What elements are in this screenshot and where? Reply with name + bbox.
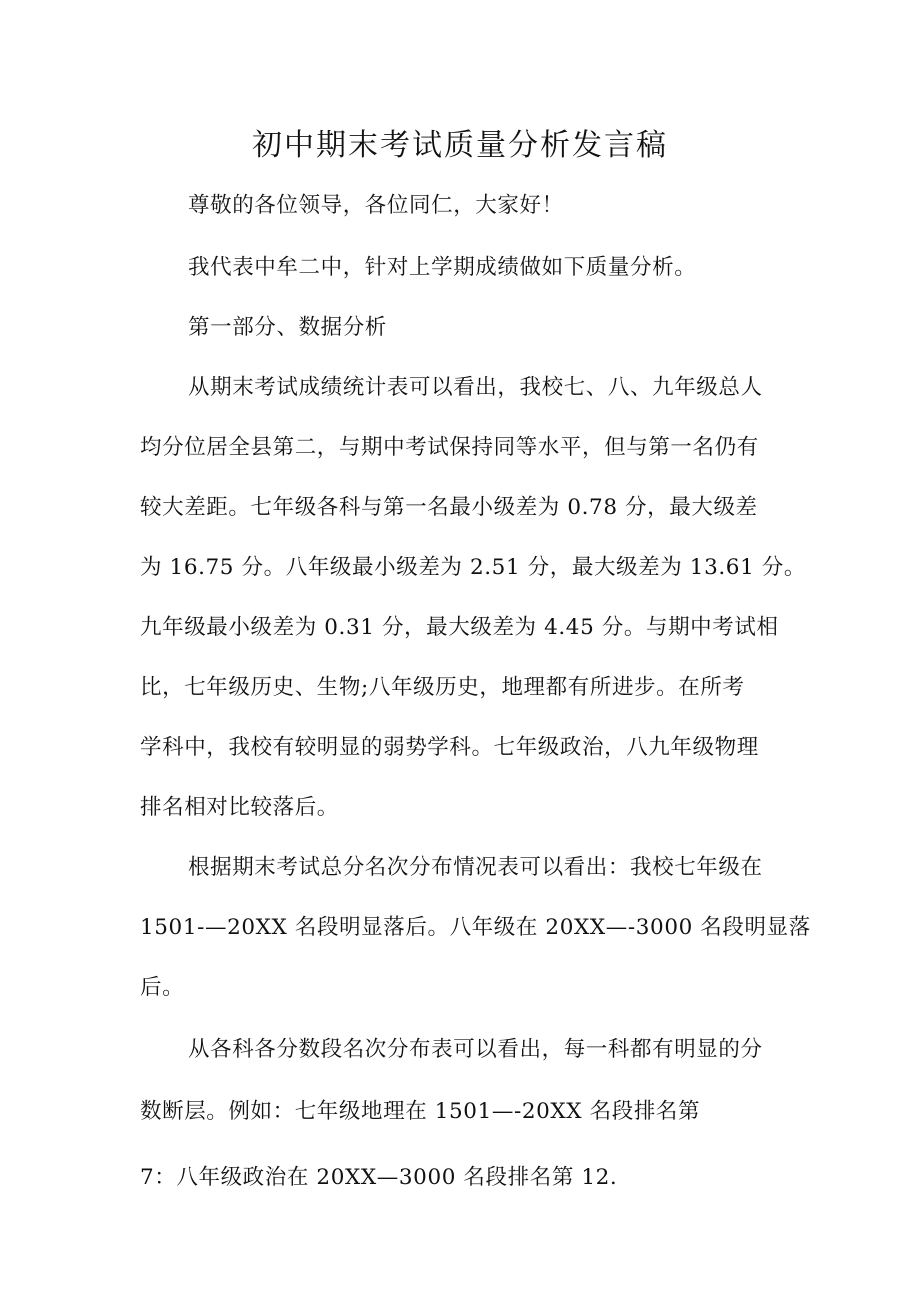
paragraph-line: 较大差距。七年级各科与第一名最小级差为 0.78 分，最大级差 bbox=[140, 495, 758, 520]
paragraph-line: 均分位居全县第二，与期中考试保持同等水平，但与第一名仍有 bbox=[140, 435, 759, 460]
paragraph-line: 后。 bbox=[140, 975, 185, 1000]
paragraph-line: 数断层。例如：七年级地理在 1501—-20XX 名段排名第 bbox=[140, 1099, 701, 1124]
greeting-line: 尊敬的各位领导，各位同仁，大家好！ bbox=[188, 193, 564, 218]
document-title: 初中期末考试质量分析发言稿 bbox=[252, 128, 668, 163]
paragraph-line: 九年级最小级差为 0.31 分，最大级差为 4.45 分。与期中考试相 bbox=[140, 615, 779, 640]
paragraph-line: 排名相对比较落后。 bbox=[140, 795, 339, 820]
paragraph-line: 7：八年级政治在 20XX—3000 名段排名第 12. bbox=[140, 1165, 618, 1190]
paragraph-line: 为 16.75 分。八年级最小级差为 2.51 分，最大级差为 13.61 分。 bbox=[140, 555, 806, 580]
section-heading: 第一部分、数据分析 bbox=[188, 315, 387, 340]
paragraph-line: 从各科各分数段名次分布表可以看出，每一科都有明显的分 bbox=[188, 1037, 763, 1062]
paragraph-line: 根据期末考试总分名次分布情况表可以看出：我校七年级在 bbox=[188, 855, 763, 880]
paragraph-line: 学科中，我校有较明显的弱势学科。七年级政治，八九年级物理 bbox=[140, 735, 759, 760]
intro-line: 我代表中牟二中，针对上学期成绩做如下质量分析。 bbox=[188, 255, 697, 280]
paragraph-line: 比，七年级历史、生物;八年级历史，地理都有所进步。在所考 bbox=[140, 675, 745, 700]
paragraph-line: 从期末考试成绩统计表可以看出，我校七、八、九年级总人 bbox=[188, 375, 763, 400]
paragraph-line: 1501-—20XX 名段明显落后。八年级在 20XX—-3000 名段明显落 bbox=[140, 915, 811, 940]
